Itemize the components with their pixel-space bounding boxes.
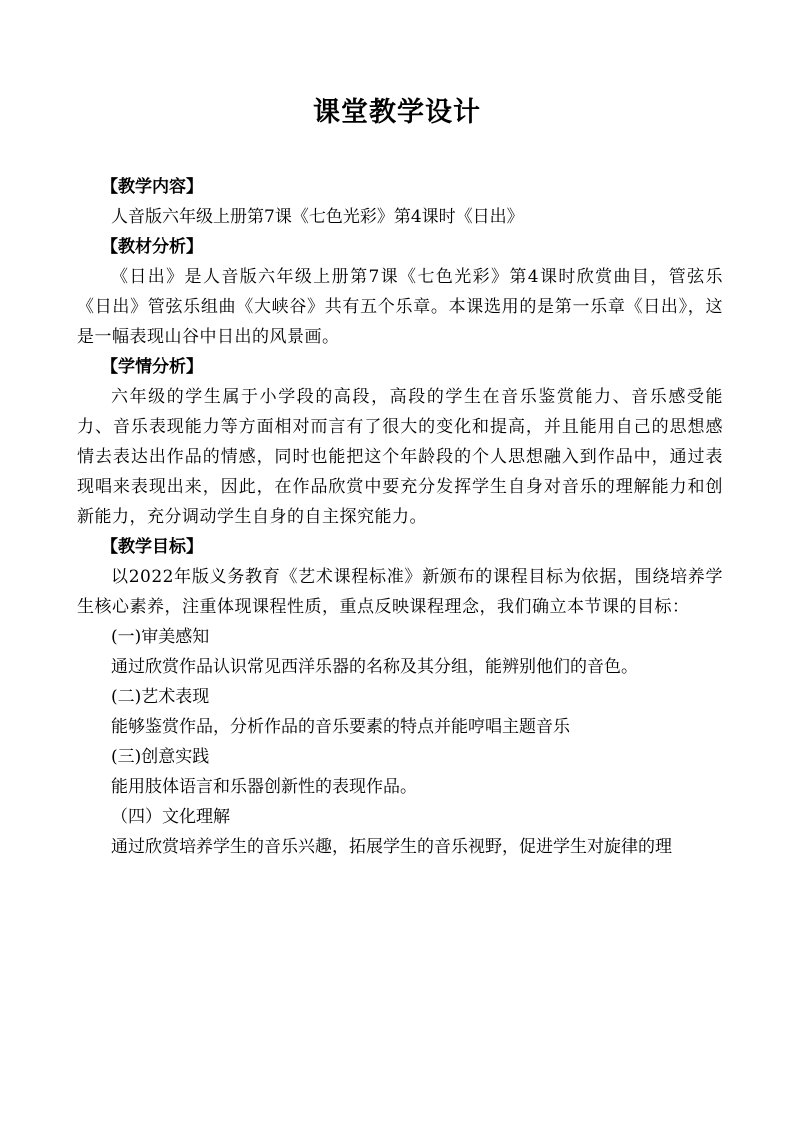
content-text: 人音版六年级上册第7课《七色光彩》第4课时《日出》 [111,207,524,227]
material-text: 《日出》是人音版六年级上册第7课《七色光彩》第4课时欣赏曲目，管弦乐《日出》管弦乐组曲《大峡谷》共有五个乐章。本课选用的是第一乐章《日出》，这是一幅表现山谷中日出的风景画。 [77,267,723,347]
document-body [77,172,723,862]
goals-text: 以2022年版义务教育《艺术课程标准》新颁布的课程目标为依据，围绕培养学生核心素养，注重体现课程性质，重点反映课程理念，我们确立本节课的目标： [77,567,723,617]
goal-4-text: 通过欣赏培养学生的音乐兴趣，拓展学生的音乐视野，促进学生对旋律的理 [111,837,672,857]
goal-2-title: (二)艺术表现 [111,687,210,707]
students-text: 六年级的学生属于小学段的高段，高段的学生在音乐鉴赏能力、音乐感受能力、音乐表现能力等方面相对而言有了很大的变化和提高，并且能用自己的思想感情去表达出作品的情感，同时也能把这个年龄段的个人思想融入到作品中，通过表现唱来表现出来，因此，在作品欣赏中要充分发挥学生自身对音乐的理解能力和创新能力，充分调动学生自身的自主探究能力。 [77,387,723,527]
section-heading-goals: 【教学目标】 [101,537,203,557]
goal-1-title: (一)审美感知 [111,627,210,647]
document-title: 课堂教学设计 [313,97,481,128]
goal-4-title: （四）文化理解 [111,807,230,827]
goal-1-text: 通过欣赏作品认识常见西洋乐器的名称及其分组，能辨别他们的音色。 [111,657,638,677]
section-heading-content: 【教学内容】 [101,177,203,197]
goal-2-text: 能够鉴赏作品，分析作品的音乐要素的特点并能哼唱主题音乐 [111,717,570,737]
goal-3-title: (三)创意实践 [111,747,210,767]
section-heading-students: 【学情分析】 [101,357,203,377]
goal-3-text: 能用肢体语言和乐器创新性的表现作品。 [111,777,417,797]
section-heading-material: 【教材分析】 [101,237,203,257]
